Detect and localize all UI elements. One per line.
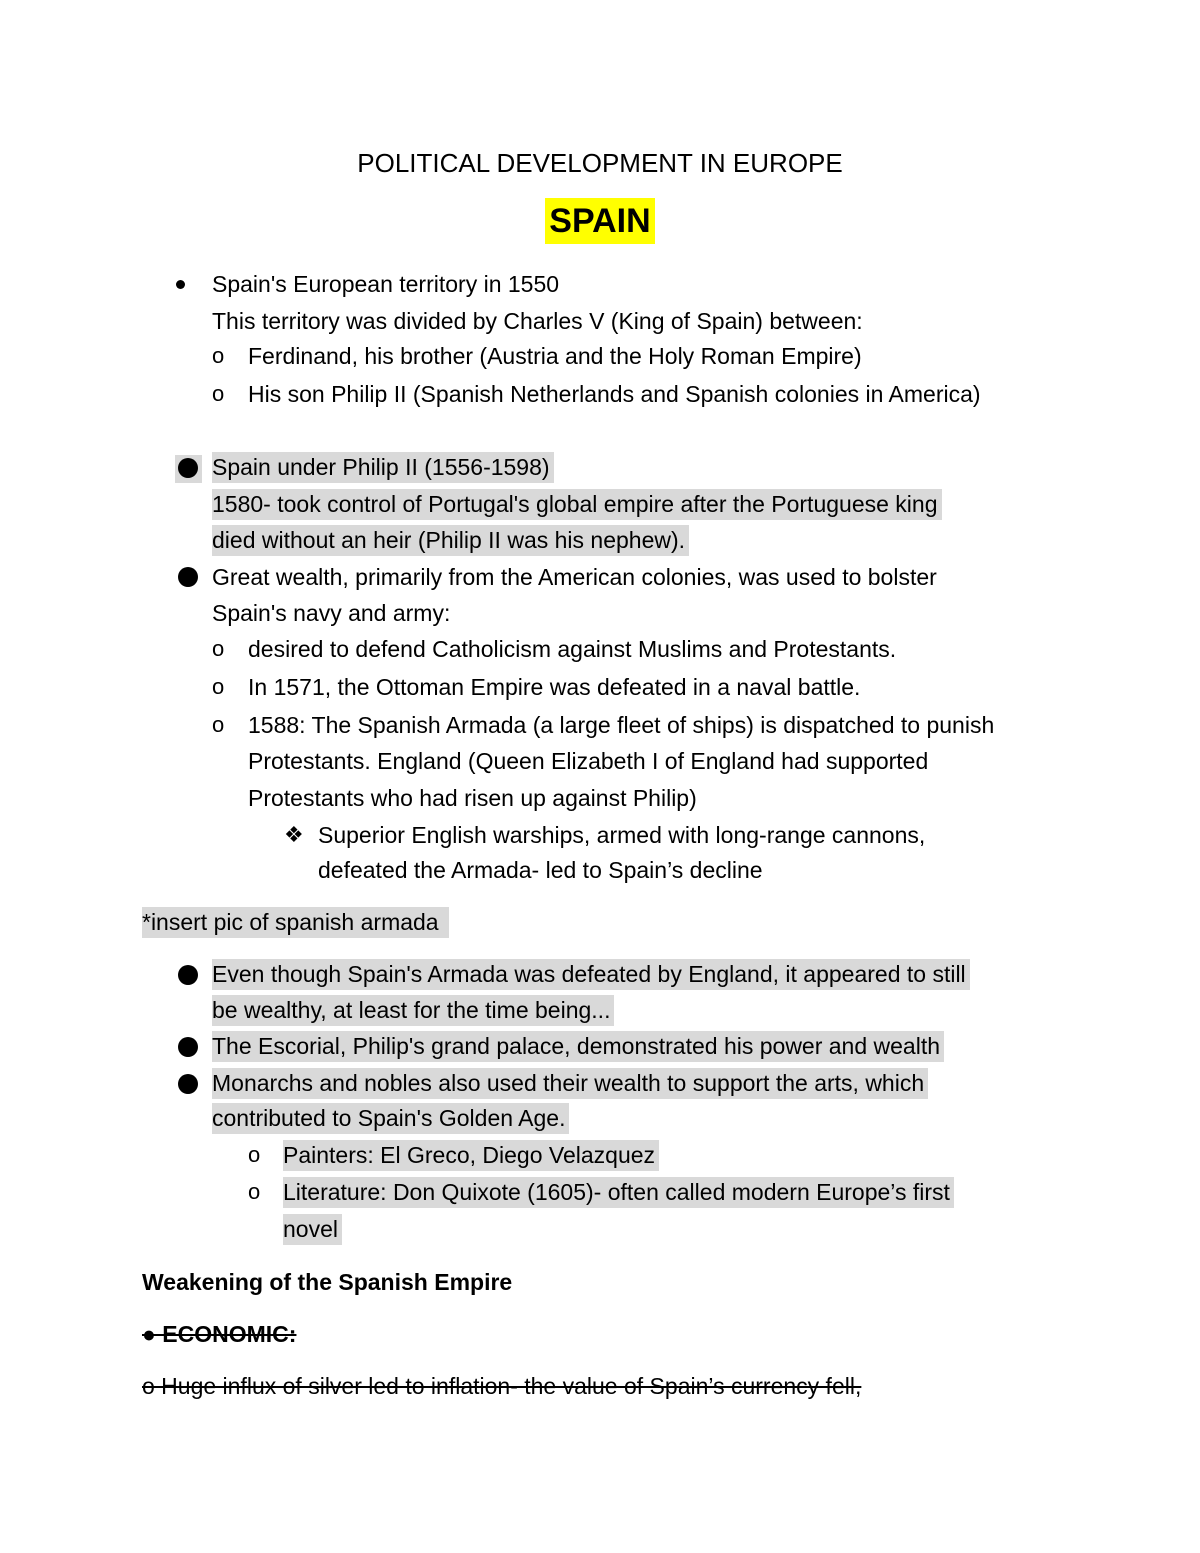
list-item: Even though Spain's Armada was defeated by England, it appeared to still: [212, 959, 970, 990]
sub-list-item: Ferdinand, his brother (Austria and the Holy Roman Empire): [248, 343, 862, 369]
sub-bullet-icon: o: [212, 712, 225, 737]
section-heading: Weakening of the Spanish Empire: [142, 1269, 513, 1295]
list-item: Spain under Philip II (1556-1598): [212, 452, 554, 483]
bullet-dot-icon: [178, 1074, 198, 1094]
sub-list-item-continuation: novel: [283, 1214, 342, 1245]
list-item-continuation: be wealthy, at least for the time being...: [212, 995, 614, 1026]
sub-list-item: His son Philip II (Spanish Netherlands and Spanish colonies in America): [248, 381, 981, 407]
sub-bullet-icon: o: [212, 381, 225, 406]
list-item: Spain's European territory in 1550: [212, 271, 560, 297]
sub-bullet-icon: o: [248, 1179, 261, 1204]
sub-list-item: 1588: The Spanish Armada (a large fleet of ships) is dispatched to punish: [248, 712, 995, 738]
bullet-dot-icon: [178, 458, 198, 478]
struck-heading: ● ECONOMIC:: [142, 1321, 297, 1347]
spain-heading-wrap: [0, 198, 1200, 244]
sub-list-item: desired to defend Catholicism against Muslims and Protestants.: [248, 636, 897, 662]
page-title: POLITICAL DEVELOPMENT IN EUROPE: [357, 148, 843, 178]
sub-bullet-icon: o: [212, 636, 225, 661]
bullet-dot-icon: [178, 965, 198, 985]
sub-sub-list-item-continuation: defeated the Armada- led to Spain’s decline: [318, 857, 763, 883]
list-item: Monarchs and nobles also used their wealth to support the arts, which: [212, 1068, 928, 1099]
list-item: The Escorial, Philip's grand palace, demonstrated his power and wealth: [212, 1031, 944, 1062]
struck-line: o Huge influx of silver led to inflation- the value of Spain’s currency fell,: [142, 1373, 862, 1399]
list-item: Great wealth, primarily from the American colonies, was used to bolster: [212, 564, 937, 590]
bullet-dot-icon: [176, 280, 185, 289]
bullet-dot-icon: [178, 567, 198, 587]
spain-heading: SPAIN: [545, 198, 654, 244]
insert-note: *insert pic of spanish armada: [142, 907, 449, 938]
sub-bullet-icon: o: [212, 343, 225, 368]
sub-list-item: Literature: Don Quixote (1605)- often called modern Europe’s first: [283, 1177, 954, 1208]
sub-bullet-icon: o: [248, 1142, 261, 1167]
list-item-continuation: contributed to Spain's Golden Age.: [212, 1103, 569, 1134]
sub-sub-list-item: Superior English warships, armed with long-range cannons,: [318, 822, 926, 848]
list-item-continuation: This territory was divided by Charles V (King of Spain) between:: [212, 308, 863, 334]
list-item-continuation: Spain's navy and army:: [212, 600, 451, 626]
diamond-bullet-icon: ❖: [284, 822, 304, 847]
bullet-dot-icon: [178, 1037, 198, 1057]
sub-bullet-icon: o: [212, 674, 225, 699]
list-item-continuation: died without an heir (Philip II was his nephew).: [212, 525, 689, 556]
sub-list-item-continuation: Protestants who had risen up against Philip): [248, 785, 697, 811]
sub-list-item: Painters: El Greco, Diego Velazquez: [283, 1140, 659, 1171]
sub-list-item-continuation: Protestants. England (Queen Elizabeth I of England had supported: [248, 748, 929, 774]
list-item-continuation: 1580- took control of Portugal's global empire after the Portuguese king: [212, 489, 942, 520]
sub-list-item: In 1571, the Ottoman Empire was defeated in a naval battle.: [248, 674, 861, 700]
